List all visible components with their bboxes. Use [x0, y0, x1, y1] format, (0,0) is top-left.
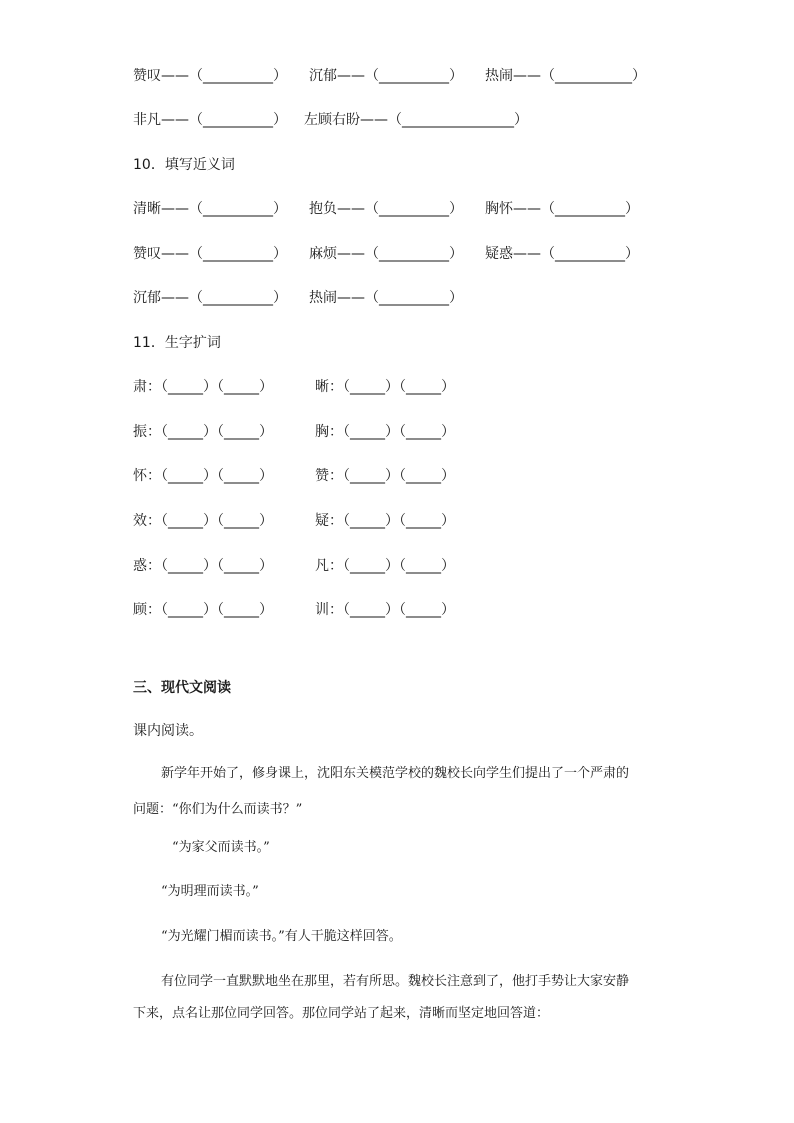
word-expand-item: 胸：（_____）（_____）: [315, 424, 455, 440]
question-10-title: 10．填写近义词: [133, 157, 235, 173]
synonym-row-2: [133, 244, 639, 264]
synonym-item: 清晰——（__________）: [133, 201, 287, 217]
word-expand-item: 赞：（_____）（_____）: [315, 468, 455, 484]
synonym-item: 疑惑——（__________）: [485, 246, 639, 262]
section-3-subtitle: 课内阅读。: [133, 723, 203, 739]
word-expand-item: 顾：（_____）（_____）: [133, 602, 273, 618]
word-expand-row-1: [133, 377, 497, 397]
word-expand-row-3: [133, 466, 497, 486]
question-11-title: 11．生字扩词: [133, 335, 221, 351]
antonym-item: 左顾右盼——（________________）: [304, 112, 528, 128]
antonym-item: 热闹——（___________）: [485, 68, 646, 84]
word-expand-item: 怀：（_____）（_____）: [133, 468, 273, 484]
reading-paragraph-line: “为明理而读书。”: [161, 884, 259, 899]
word-expand-item: 疑：（_____）（_____）: [315, 513, 455, 529]
word-expand-item: 惑：（_____）（_____）: [133, 558, 273, 574]
synonym-item: 热闹——（__________）: [309, 290, 463, 306]
antonym-row-1: [133, 66, 646, 86]
reading-paragraph-line: “为光耀门楣而读书。”有人干脆这样回答。: [161, 929, 402, 944]
synonym-item: 麻烦——（__________）: [309, 246, 463, 262]
synonym-item: 胸怀——（__________）: [485, 201, 639, 217]
synonym-row-1: [133, 199, 639, 219]
reading-paragraph-line: 下来，点名让那位同学回答。那位同学站了起来，清晰而坚定地回答道：: [133, 1006, 550, 1021]
word-expand-item: 凡：（_____）（_____）: [315, 558, 455, 574]
word-expand-item: 振：（_____）（_____）: [133, 424, 273, 440]
word-expand-item: 效：（_____）（_____）: [133, 513, 273, 529]
reading-paragraph-line: “为家父而读书。”: [172, 840, 270, 855]
section-3-heading: 三、现代文阅读: [133, 680, 231, 696]
word-expand-row-5: [133, 556, 497, 576]
synonym-row-3: [133, 288, 463, 308]
synonym-item: 抱负——（__________）: [309, 201, 463, 217]
word-expand-row-6: [133, 600, 497, 620]
reading-paragraph-line: 新学年开始了，修身课上，沈阳东关模范学校的魏校长向学生们提出了一个严肃的: [161, 766, 630, 781]
word-expand-item: 训：（_____）（_____）: [315, 602, 455, 618]
antonym-item: 赞叹——（__________）: [133, 68, 287, 84]
reading-paragraph-line: 问题：“你们为什么而读书？”: [133, 802, 303, 817]
reading-paragraph-line: 有位同学一直默默地坐在那里，若有所思。魏校长注意到了，他打手势让大家安静: [161, 974, 630, 989]
antonym-item: 沉郁——（__________）: [309, 68, 463, 84]
antonym-item: 非凡——（__________）: [133, 112, 287, 128]
word-expand-item: 晰：（_____）（_____）: [315, 379, 455, 395]
word-expand-item: 肃：（_____）（_____）: [133, 379, 273, 395]
synonym-item: 沉郁——（__________）: [133, 290, 287, 306]
antonym-row-2: [133, 110, 528, 130]
synonym-item: 赞叹——（__________）: [133, 246, 287, 262]
word-expand-row-4: [133, 511, 497, 531]
word-expand-row-2: [133, 422, 497, 442]
